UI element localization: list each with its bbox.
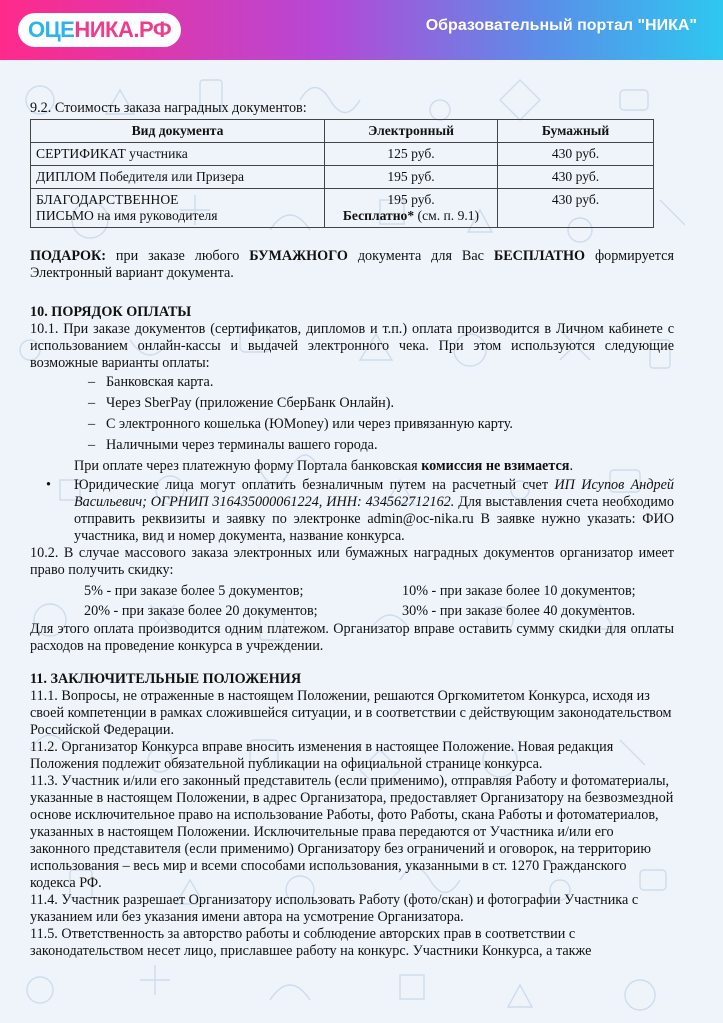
page-header bbox=[0, 0, 723, 60]
paragraph-10-2: 10.2. В случае массового заказа электронных или бумажных наградных документов организатор имеет право получить скидку: bbox=[30, 545, 674, 578]
table-cell: БЛАГОДАРСТВЕННОЕ ПИСЬМО на имя руководителя bbox=[31, 189, 325, 228]
price-table bbox=[30, 119, 654, 228]
table-cell: 430 руб. bbox=[498, 143, 654, 166]
table-header: Электронный bbox=[325, 120, 498, 143]
table-cell: СЕРТИФИКАТ участника bbox=[31, 143, 325, 166]
table-row bbox=[31, 189, 654, 228]
section-10-heading: 10. ПОРЯДОК ОПЛАТЫ bbox=[30, 304, 192, 320]
table-cell: 430 руб. bbox=[498, 166, 654, 189]
discount-table bbox=[84, 581, 684, 621]
paragraph-11-3: 11.3. Участник и/или его законный представитель (если применимо), отправляя Работу и фотоматериалы, указанные в настоящем Положении, в адрес Организатора, предоставляет Организатору на безвозмездной основе исключительное право на использование Работы, фото Работы, скана Работы и фотоматериалов, указанных в настоящем Положении. Исключительные права передаются от Участника и/или его законного представителя (если применимо) Организатору без ограничений и оговорок, на территорию использования – весь мир и всеми способами использования, указанными в ст. 1270 Гражданского кодекса РФ. bbox=[30, 773, 674, 891]
section-9-2-title: 9.2. Стоимость заказа наградных документов: bbox=[30, 100, 307, 116]
table-header: Бумажный bbox=[498, 120, 654, 143]
table-cell: 195 руб. Бесплатно* (см. п. 9.1) bbox=[325, 189, 498, 228]
paragraph-11-4: 11.4. Участник разрешает Организатору использовать Работу (фото/скан) и фотографии Участника с указанием или без указания имени автора на усмотрение Организатора. bbox=[30, 892, 639, 925]
paragraph-11-2: 11.2. Организатор Конкурса вправе вносить изменения в настоящее Положение. Новая редакция Положения подлежит обязательной публикации на официальной странице конкурса. bbox=[30, 739, 614, 772]
section-11-heading: 11. ЗАКЛЮЧИТЕЛЬНЫЕ ПОЛОЖЕНИЯ bbox=[30, 671, 302, 687]
discount-item: 20% - при заказе более 20 документов; bbox=[84, 603, 318, 619]
paragraph-11-1: 11.1. Вопросы, не отраженные в настоящем Положении, решаются Оргкомитетом Конкурса, исходя из своей компетенции в рамках сложившейся ситуации, и в соответствии с действующим законодательством Российской Федерации. bbox=[30, 688, 672, 738]
portal-title: Образовательный портал "НИКА" bbox=[425, 17, 697, 34]
legal-entities-paragraph: • Юридические лица могут оплатить безналичным путем на расчетный счет ИП Исупов Андрей Васильевич; ОГРНИП 316435000061224, ИНН: 434562712162. Для выставления счета необходимо отправить реквизиты и заявку по электронке admin@oc-nika.ru В заявке нужно указать: ФИО участника, вид и номер документа, название конкурса. bbox=[46, 477, 674, 544]
table-cell: ДИПЛОМ Победителя или Призера bbox=[31, 166, 325, 189]
paragraph-10-3: Для этого оплата производится одним платежом. Организатор вправе оставить сумму скидки для оплаты расходов на проведение конкурса в учреждении. bbox=[30, 621, 674, 654]
paragraph-11-5: 11.5. Ответственность за авторство работы и соблюдение авторских прав в соответствии с законодательством несет лицо, приславшее работу на конкурс. Участники Конкурса, а также bbox=[30, 926, 592, 959]
table-cell: 195 руб. bbox=[325, 166, 498, 189]
document-body bbox=[30, 100, 674, 960]
commission-note: При оплате через платежную форму Портала банковская комиссия не взимается. bbox=[74, 458, 574, 474]
payment-options-list bbox=[30, 374, 674, 454]
table-header: Вид документа bbox=[31, 120, 325, 143]
table-header-row bbox=[31, 120, 654, 143]
list-item: – Наличными через терминалы вашего города. bbox=[88, 437, 378, 453]
table-row bbox=[31, 143, 654, 166]
list-item: – Через SberPay (приложение СберБанк Онлайн). bbox=[88, 395, 395, 411]
list-item: – С электронного кошелька (ЮMoney) или через привязанную карту. bbox=[88, 416, 513, 432]
discount-item: 10% - при заказе более 10 документов; bbox=[402, 583, 636, 599]
table-row bbox=[31, 166, 654, 189]
gift-paragraph: ПОДАРОК: при заказе любого БУМАЖНОГО документа для Вас БЕСПЛАТНО формируется Электронный вариант документа. bbox=[30, 248, 674, 281]
site-logo[interactable]: ОЦЕНИКА.РФ bbox=[18, 13, 181, 47]
list-item: – Банковская карта. bbox=[88, 374, 214, 390]
table-cell: 125 руб. bbox=[325, 143, 498, 166]
discount-item: 30% - при заказе более 40 документов. bbox=[402, 603, 636, 619]
table-cell: 430 руб. bbox=[498, 189, 654, 228]
paragraph-10-1: 10.1. При заказе документов (сертификатов, дипломов и т.п.) оплата производится в Личном кабинете с использованием онлайн-кассы и выдачей электронного чека. При этом используются следующие возможные варианты оплаты: bbox=[30, 321, 674, 371]
discount-item: 5% - при заказе более 5 документов; bbox=[84, 583, 304, 599]
